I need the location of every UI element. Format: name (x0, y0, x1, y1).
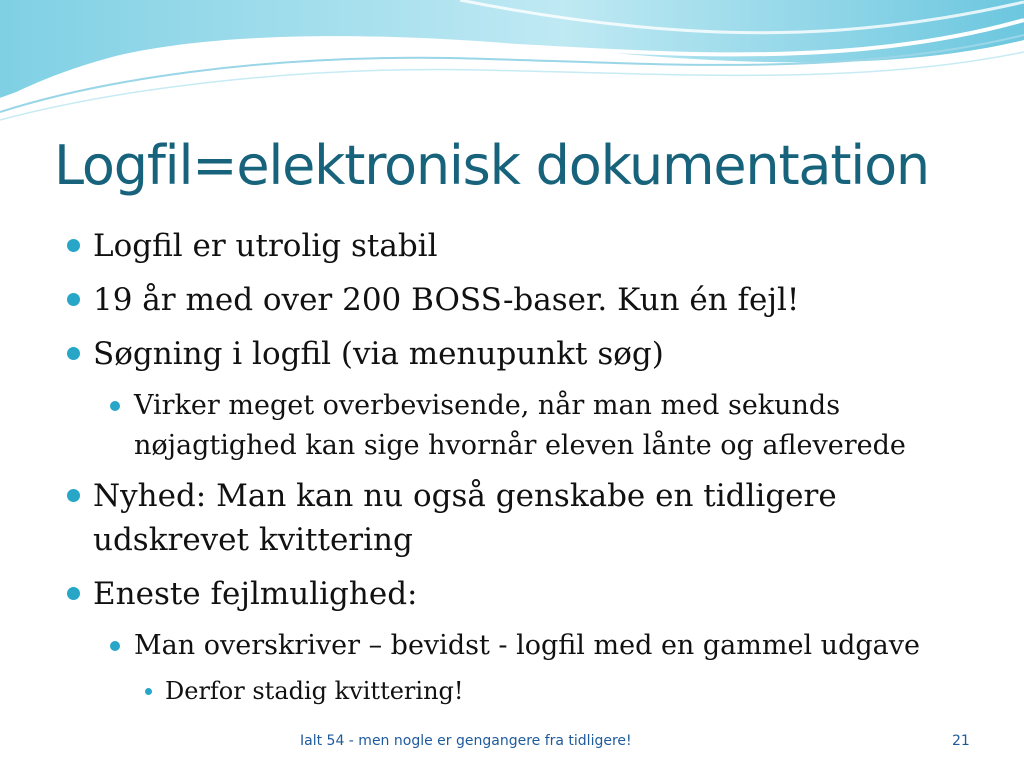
bullet-dot-icon (110, 641, 120, 651)
bullet-list (0, 224, 1000, 714)
bullet-item (0, 332, 1000, 376)
sub-bullet-item (0, 626, 1000, 666)
bullet-text: Man overskriver – bevidst - logfil med en gammel udgave (134, 630, 920, 661)
bullet-dot-icon (67, 239, 80, 252)
footer-text: Ialt 54 - men nogle er gengangere fra tidligere! (300, 733, 632, 749)
bullet-item (0, 572, 1000, 616)
bullet-text: 19 år med over 200 BOSS-baser. Kun én fejl! (93, 282, 800, 318)
bullet-dot-icon (110, 401, 120, 411)
bullet-text: Eneste fejlmulighed: (93, 576, 418, 612)
slide-title: Logfil=elektronisk dokumentation (54, 134, 929, 197)
bullet-dot-icon (67, 347, 80, 360)
bullet-item (0, 224, 1000, 268)
bullet-text: Logfil er utrolig stabil (93, 228, 438, 264)
bullet-item (0, 278, 1000, 322)
bullet-item (0, 474, 1000, 562)
bullet-dot-icon (145, 688, 152, 695)
header-wave-decoration (0, 0, 1024, 130)
sub-sub-bullet-item (0, 674, 1000, 708)
bullet-dot-icon (67, 293, 80, 306)
bullet-text: Nyhed: Man kan nu også genskabe en tidligere udskrevet kvittering (93, 478, 837, 558)
slide-number: 21 (952, 733, 970, 749)
bullet-text: Virker meget overbevisende, når man med sekunds nøjagtighed kan sige hvornår eleven lånte og afleverede (134, 390, 906, 461)
bullet-dot-icon (67, 489, 80, 502)
bullet-dot-icon (67, 587, 80, 600)
sub-bullet-item (0, 386, 1000, 466)
bullet-text: Derfor stadig kvittering! (165, 677, 464, 705)
bullet-text: Søgning i logfil (via menupunkt søg) (93, 336, 664, 372)
